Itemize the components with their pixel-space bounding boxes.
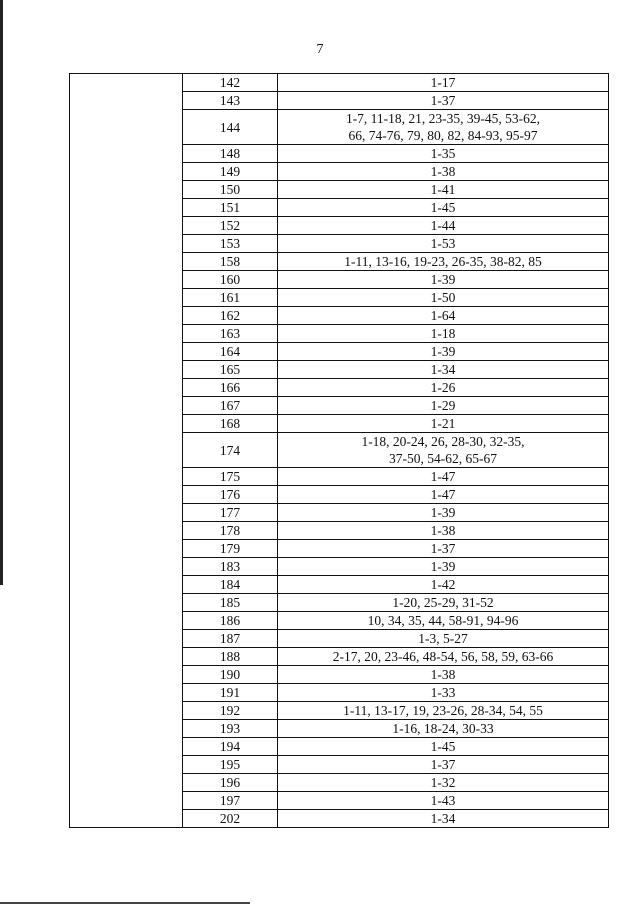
range-cell: 1-64 [278, 307, 609, 325]
row-number-cell: 158 [183, 253, 278, 271]
row-number-cell: 163 [183, 325, 278, 343]
row-number-cell: 162 [183, 307, 278, 325]
row-number-cell: 142 [183, 74, 278, 92]
range-cell: 1-39 [278, 504, 609, 522]
range-cell: 1-11, 13-17, 19, 23-26, 28-34, 54, 55 [278, 702, 609, 720]
row-number-cell: 202 [183, 810, 278, 828]
range-cell: 1-34 [278, 810, 609, 828]
row-number-cell: 177 [183, 504, 278, 522]
row-number-cell: 168 [183, 415, 278, 433]
row-number-cell: 178 [183, 522, 278, 540]
row-number-cell: 179 [183, 540, 278, 558]
row-number-cell: 183 [183, 558, 278, 576]
range-cell: 1-45 [278, 199, 609, 217]
row-number-cell: 193 [183, 720, 278, 738]
range-cell: 1-32 [278, 774, 609, 792]
range-cell: 1-20, 25-29, 31-52 [278, 594, 609, 612]
range-cell: 1-7, 11-18, 21, 23-35, 39-45, 53-62, 66, 74-76, 79, 80, 82, 84-93, 95-97 [278, 110, 609, 145]
range-cell: 1-29 [278, 397, 609, 415]
range-cell: 10, 34, 35, 44, 58-91, 94-96 [278, 612, 609, 630]
row-number-cell: 192 [183, 702, 278, 720]
table-row [70, 74, 609, 92]
range-cell: 1-21 [278, 415, 609, 433]
data-table [69, 73, 609, 828]
row-number-cell: 194 [183, 738, 278, 756]
row-number-cell: 151 [183, 199, 278, 217]
row-number-cell: 195 [183, 756, 278, 774]
range-cell: 1-38 [278, 163, 609, 181]
range-cell: 1-26 [278, 379, 609, 397]
range-cell: 1-45 [278, 738, 609, 756]
range-cell: 1-38 [278, 522, 609, 540]
range-cell: 1-34 [278, 361, 609, 379]
row-number-cell: 197 [183, 792, 278, 810]
row-number-cell: 143 [183, 92, 278, 110]
row-number-cell: 191 [183, 684, 278, 702]
range-cell: 1-39 [278, 558, 609, 576]
range-cell: 1-41 [278, 181, 609, 199]
row-number-cell: 185 [183, 594, 278, 612]
range-cell: 1-38 [278, 666, 609, 684]
row-number-cell: 164 [183, 343, 278, 361]
page-number: 7 [316, 42, 324, 57]
row-number-cell: 175 [183, 468, 278, 486]
merged-first-column-cell [70, 74, 183, 828]
row-number-cell: 165 [183, 361, 278, 379]
row-number-cell: 150 [183, 181, 278, 199]
row-number-cell: 184 [183, 576, 278, 594]
row-number-cell: 187 [183, 630, 278, 648]
row-number-cell: 148 [183, 145, 278, 163]
range-cell: 1-43 [278, 792, 609, 810]
range-cell: 2-17, 20, 23-46, 48-54, 56, 58, 59, 63-66 [278, 648, 609, 666]
row-number-cell: 196 [183, 774, 278, 792]
range-cell: 1-33 [278, 684, 609, 702]
range-cell: 1-44 [278, 217, 609, 235]
range-cell: 1-17 [278, 74, 609, 92]
row-number-cell: 152 [183, 217, 278, 235]
range-cell: 1-47 [278, 486, 609, 504]
row-number-cell: 176 [183, 486, 278, 504]
table-body [70, 74, 609, 828]
range-cell: 1-37 [278, 756, 609, 774]
row-number-cell: 161 [183, 289, 278, 307]
row-number-cell: 160 [183, 271, 278, 289]
row-number-cell: 188 [183, 648, 278, 666]
range-cell: 1-53 [278, 235, 609, 253]
range-cell: 1-39 [278, 343, 609, 361]
range-cell: 1-18, 20-24, 26, 28-30, 32-35, 37-50, 54-62, 65-67 [278, 433, 609, 468]
row-number-cell: 186 [183, 612, 278, 630]
range-cell: 1-47 [278, 468, 609, 486]
row-number-cell: 190 [183, 666, 278, 684]
range-cell: 1-18 [278, 325, 609, 343]
range-cell: 1-50 [278, 289, 609, 307]
bottom-rule [0, 902, 250, 904]
row-number-cell: 166 [183, 379, 278, 397]
range-cell: 1-11, 13-16, 19-23, 26-35, 38-82, 85 [278, 253, 609, 271]
range-cell: 1-3, 5-27 [278, 630, 609, 648]
row-number-cell: 174 [183, 433, 278, 468]
range-cell: 1-35 [278, 145, 609, 163]
row-number-cell: 149 [183, 163, 278, 181]
row-number-cell: 153 [183, 235, 278, 253]
scan-left-edge [0, 0, 3, 585]
range-cell: 1-16, 18-24, 30-33 [278, 720, 609, 738]
range-cell: 1-37 [278, 92, 609, 110]
range-cell: 1-37 [278, 540, 609, 558]
range-cell: 1-42 [278, 576, 609, 594]
range-cell: 1-39 [278, 271, 609, 289]
row-number-cell: 144 [183, 110, 278, 145]
row-number-cell: 167 [183, 397, 278, 415]
